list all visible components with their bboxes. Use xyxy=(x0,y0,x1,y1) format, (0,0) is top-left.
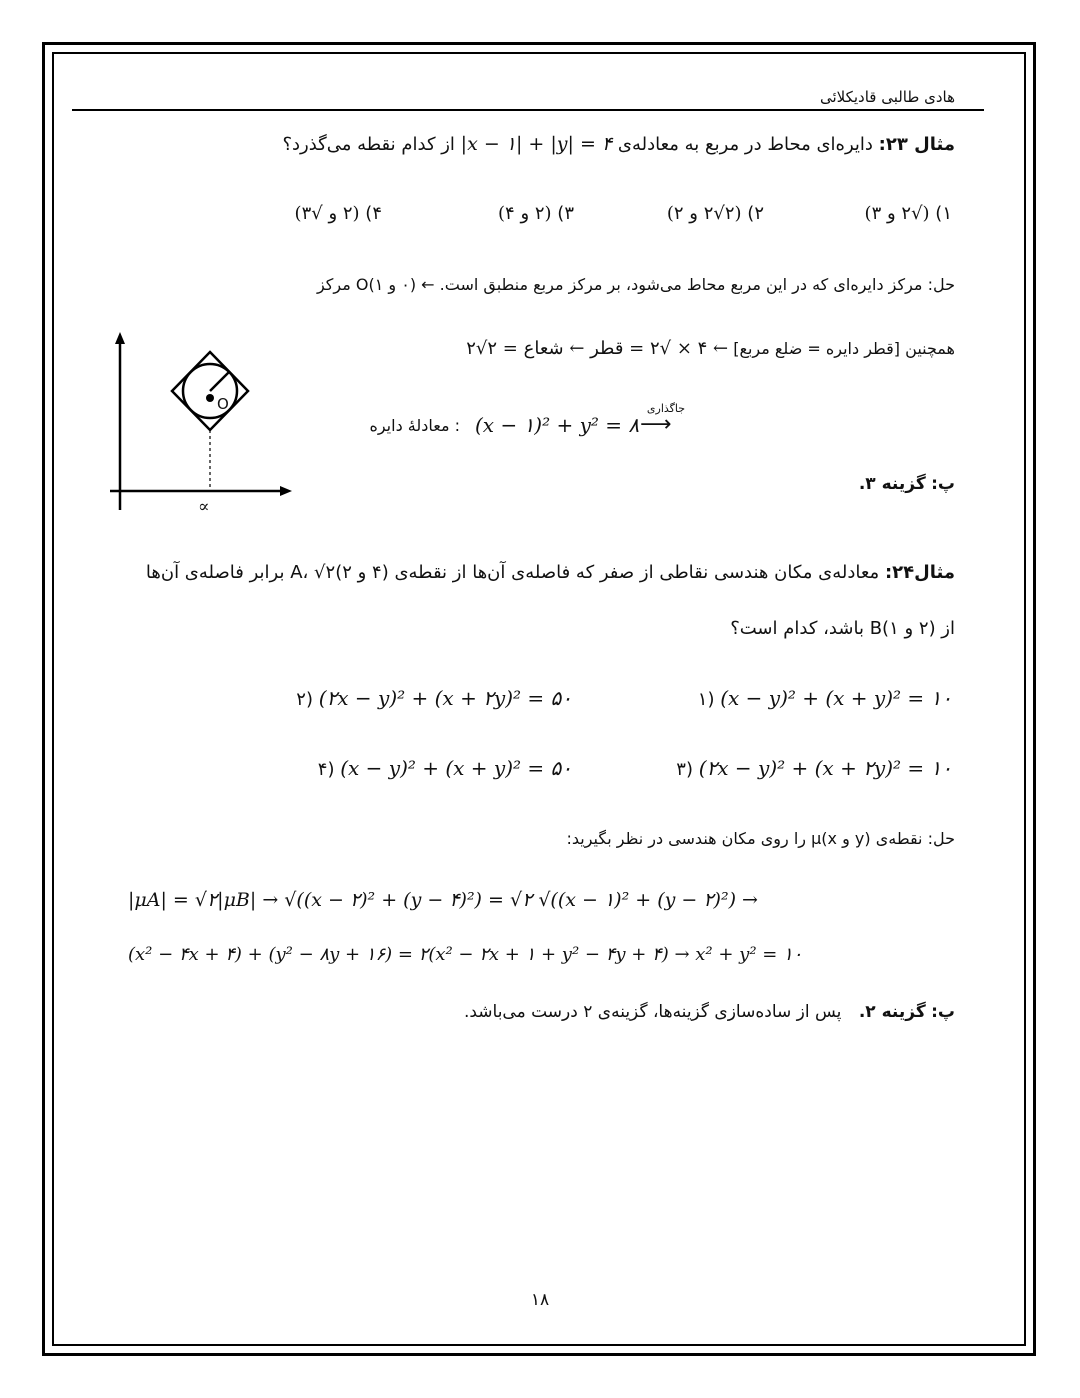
example24-option-1 xyxy=(698,686,952,710)
option-text: (۲x − y)² + (x + ۲y)² = ۱۰ xyxy=(698,756,952,780)
circle-equation-label: : معادلهٔ دایره xyxy=(369,416,460,435)
option-text: (√۲ و ۳) xyxy=(864,203,930,224)
solution-text: مرکز دایره‌ای که در این مربع محاط می‌شود، بر مرکز مربع منطبق است. ← (۰ و ۱)O مرکز xyxy=(316,275,923,294)
option-number: ۲) xyxy=(747,203,764,224)
example23-equation: |x − ۱| + |y| = ۴ xyxy=(460,133,613,155)
example24-solution xyxy=(566,829,955,848)
example24-question-line1 xyxy=(146,562,955,583)
option-text: (x − y)² + (x + y)² = ۵۰ xyxy=(340,756,572,780)
answer-text: گزینه ۲. xyxy=(858,1002,926,1022)
header-rule xyxy=(72,109,984,111)
page-number: ۱۸ xyxy=(530,1290,550,1310)
substitution-label: جاگذاری xyxy=(646,402,686,415)
derivation-line-1: |μA| = √۲|μB| → √((x − ۲)² + (y − ۴)²) = √۲ √((x − ۱)² + (y − ۲)²) → xyxy=(128,889,758,911)
example23-solution xyxy=(317,275,955,294)
example23-radius-line xyxy=(466,338,955,359)
example23-option-3 xyxy=(498,203,574,224)
example24-question-text: معادله‌ی مکان هندسی نقاطی از صفر که فاصله‌ی آن‌ها از نقطه‌ی (۴ و ۲)A، √۲ برابر فاصله‌ی آن‌ها xyxy=(145,562,880,583)
example23-option-2 xyxy=(667,203,764,224)
example24-question-line2: از (۲ و ۱)B باشد، کدام است؟ xyxy=(730,618,955,639)
example23-question xyxy=(282,133,955,155)
diagram-center-label: O xyxy=(217,395,229,413)
circle-equation: (x − ۱)² + y² = ۸ xyxy=(475,413,640,437)
example24-option-3 xyxy=(676,756,952,780)
center-point xyxy=(206,394,214,402)
option-text: (۲ و √۳) xyxy=(294,203,360,224)
square-circle-diagram xyxy=(100,330,300,520)
example24-title: مثال۲۴: xyxy=(884,562,955,583)
option-text: (x − y)² + (x + y)² = ۱۰ xyxy=(720,686,952,710)
option-text: (۲√۲ و ۲) xyxy=(666,203,742,224)
example23-question-a: دایره‌ای محاط در مربع به معادله‌ی xyxy=(617,134,873,155)
example23-title: مثال ۲۳: xyxy=(878,134,955,155)
example24-option-2 xyxy=(296,686,572,710)
option-text: (۲ و ۴) xyxy=(498,203,552,224)
radius-bracket: [قطر دایره = ضلع مربع] xyxy=(733,339,901,358)
example23-question-b: از کدام نقطه می‌گذرد؟ xyxy=(282,134,455,155)
radius-line xyxy=(210,372,229,391)
y-axis-arrow-icon xyxy=(115,332,125,344)
solution-text: نقطه‌ی (y و x)μ را روی مکان هندسی در نظر بگیرید: xyxy=(566,829,923,848)
radius-math: ← ۴ × √۲ = قطر ← شعاع = ۲√۲ xyxy=(466,338,729,359)
option-number: ۳) xyxy=(676,759,693,780)
option-number: ۲) xyxy=(296,689,313,710)
example24-option-4 xyxy=(318,756,572,780)
radius-prefix: همچنین xyxy=(905,339,955,358)
answer-label: پ: xyxy=(931,474,955,494)
option-number: ۴) xyxy=(365,203,382,224)
example23-option-4 xyxy=(295,203,382,224)
x-axis-arrow-icon xyxy=(280,486,292,496)
example24-answer xyxy=(464,1002,955,1022)
diagram-axis-label: ∝ xyxy=(198,497,210,517)
solution-label: حل: xyxy=(927,829,955,848)
example23-option-1 xyxy=(865,203,952,224)
option-number: ۱) xyxy=(935,203,952,224)
answer-label: پ: xyxy=(931,1002,955,1022)
option-number: ۳) xyxy=(557,203,574,224)
header-author: هادی طالبی قادیکلائی xyxy=(819,88,955,106)
example23-answer xyxy=(859,474,955,494)
option-text: (۲x − y)² + (x + ۲y)² = ۵۰ xyxy=(318,686,572,710)
answer-note: پس از ساده‌سازی گزینه‌ها، گزینه‌ی ۲ درست می‌باشد. xyxy=(463,1002,842,1022)
option-number: ۴) xyxy=(317,759,335,780)
answer-text: گزینه ۳. xyxy=(858,474,926,494)
substitution-arrow: ⟶ xyxy=(640,412,672,437)
option-number: ۱) xyxy=(697,689,715,710)
solution-label: حل: xyxy=(927,275,955,294)
derivation-line-2: (x² − ۴x + ۴) + (y² − ۸y + ۱۶) = ۲(x² − ۲x + ۱ + y² − ۴y + ۴) → x² + y² = ۱۰ xyxy=(128,944,803,965)
